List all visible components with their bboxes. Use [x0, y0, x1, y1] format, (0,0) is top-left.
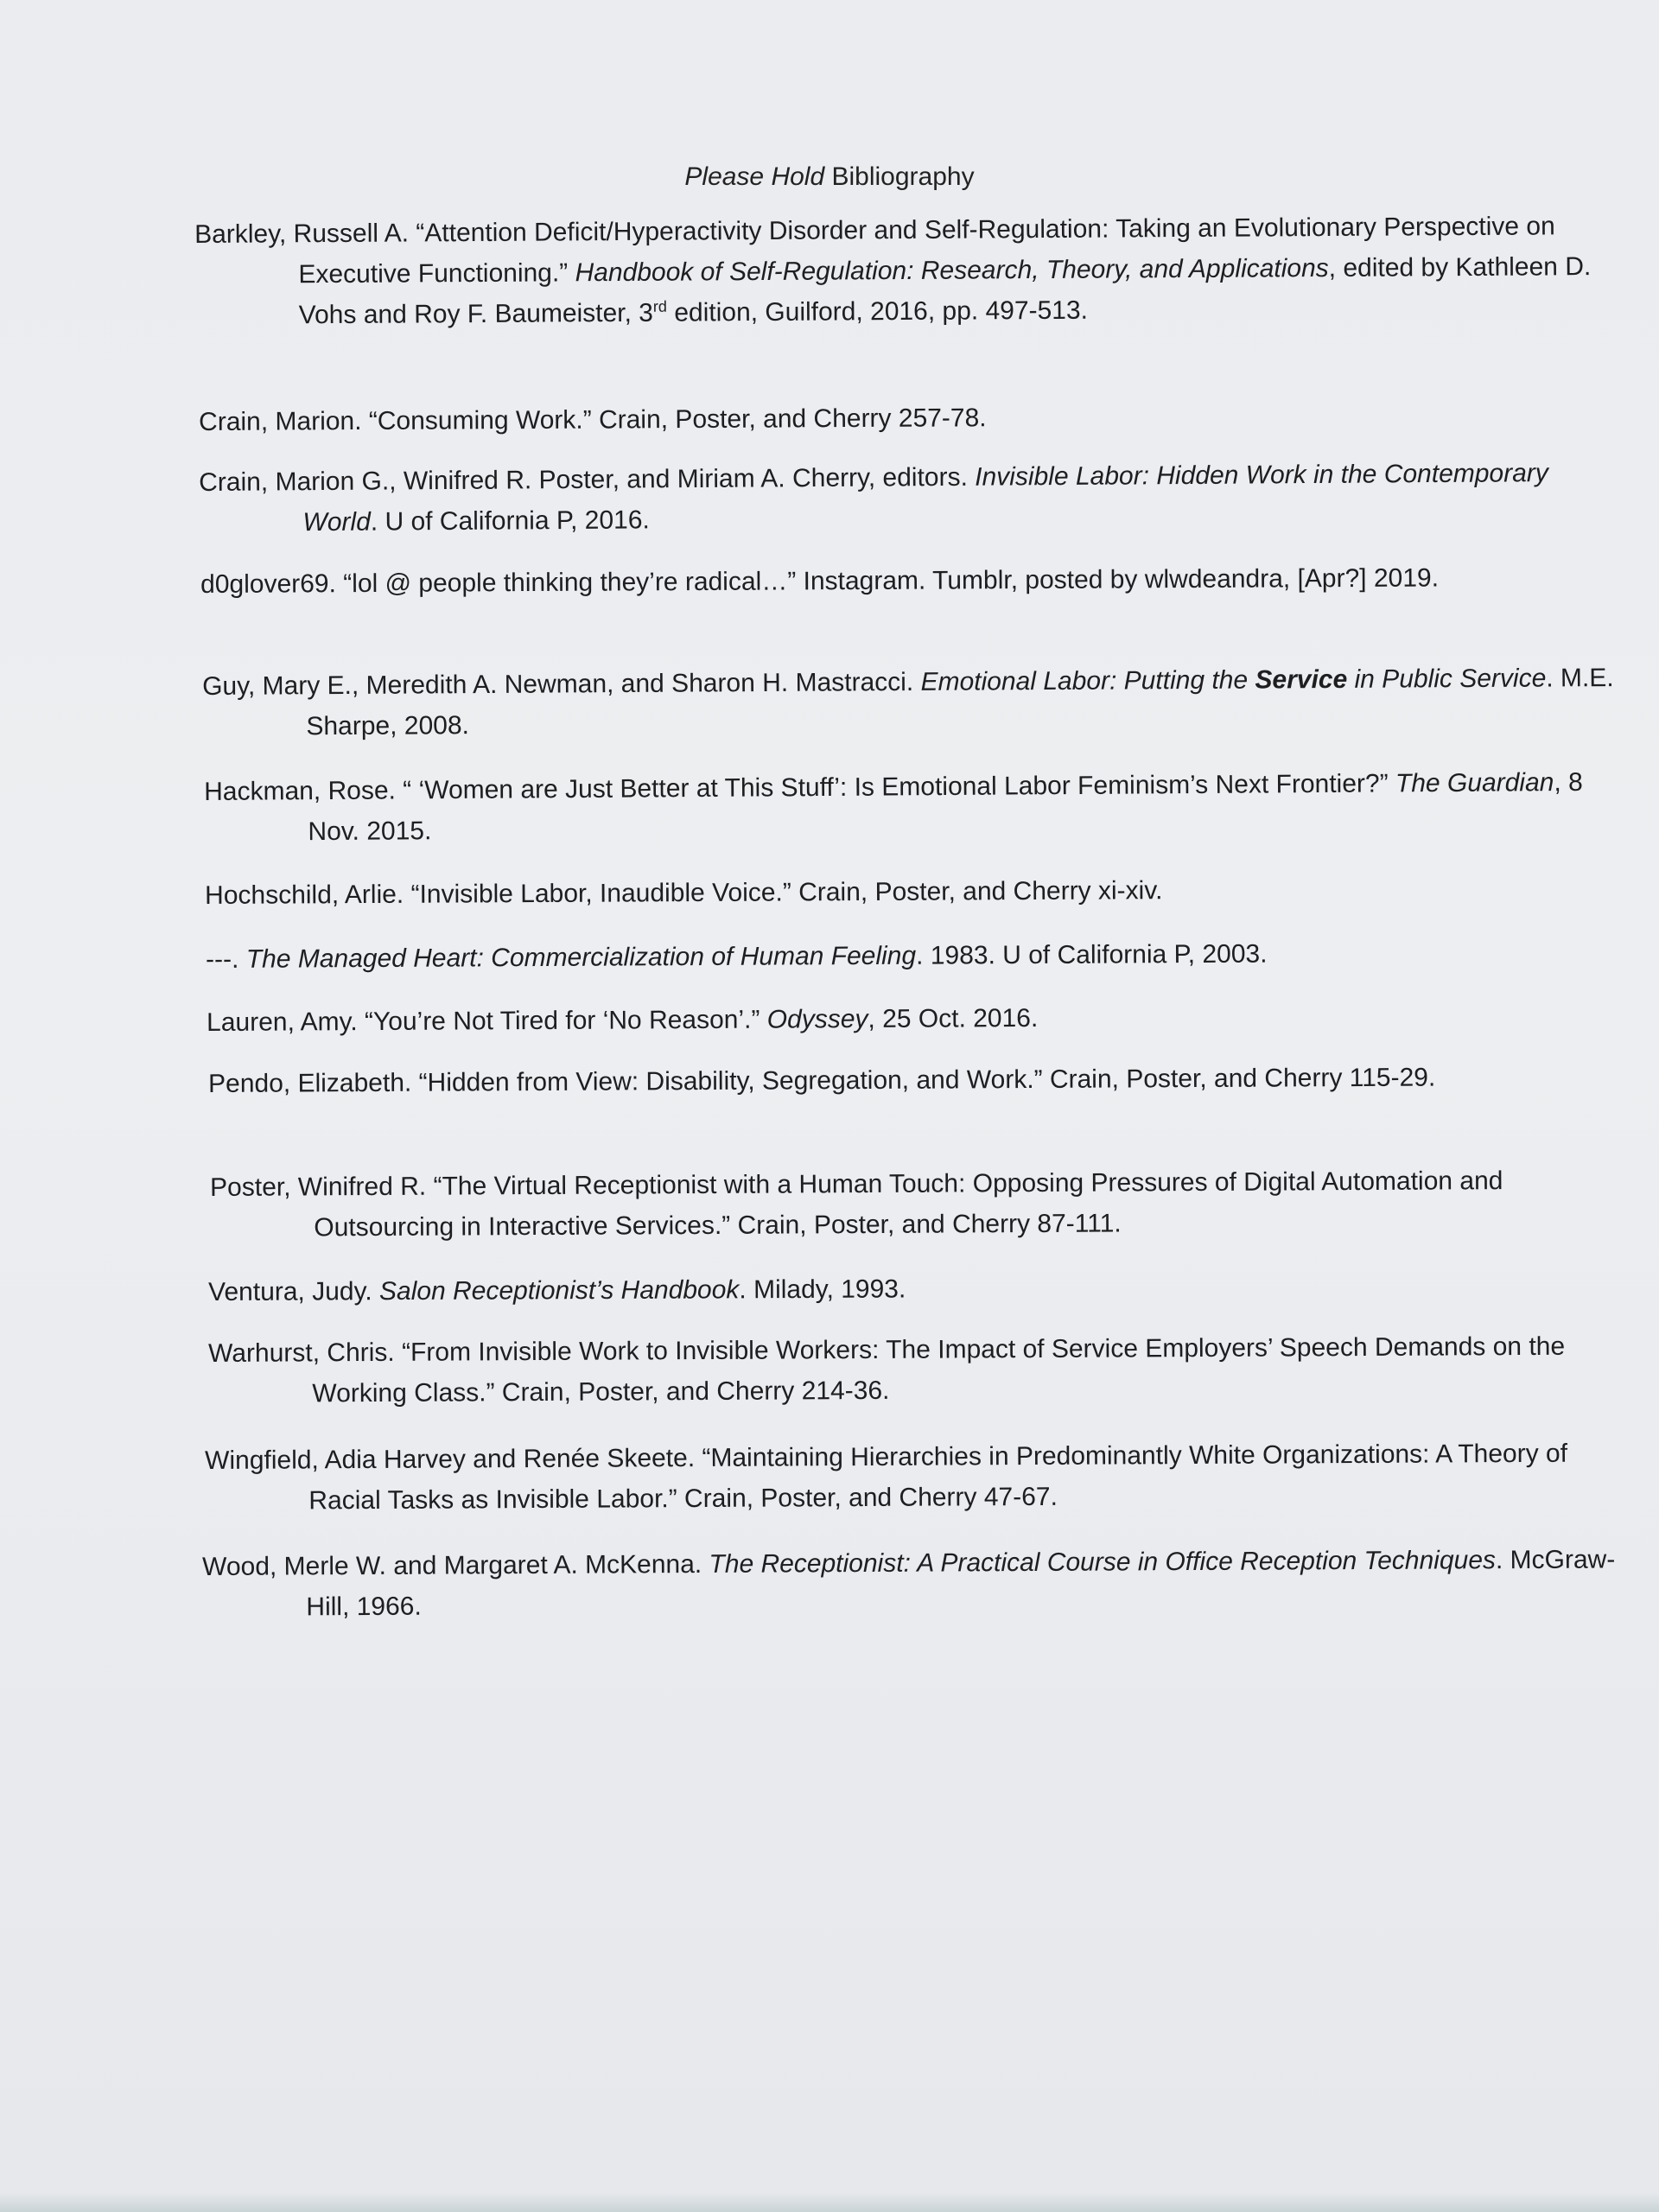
entry-text-part: Guy, Mary E., Meredith A. Newman, and Sharon H. Mastracci. — [202, 667, 921, 701]
entry-text-part: , edited by Kathleen D. Vohs and Roy F. Baumeister, 3 — [298, 252, 1592, 330]
entry-text-part: Crain, Marion G., Winifred R. Poster, and Miriam A. Cherry, editors. — [199, 462, 976, 497]
bib-entry-lauren — [207, 995, 1624, 1043]
entry-text-part: Poster, Winifred R. “The Virtual Receptionist with a Human Touch: Opposing Pressures of Digital Automation and Outsourcing in Interactive Services.” Crain, Poster, and Cherry 87-111. — [210, 1166, 1503, 1243]
entry-text-part: Lauren, Amy. “You’re Not Tired for ‘No Reason’.” — [207, 1005, 767, 1037]
entry-text-part: Emotional Labor: Putting the — [920, 665, 1255, 696]
bib-entry-crain-consuming — [199, 394, 1616, 442]
entry-text-part: rd — [652, 297, 667, 315]
entry-text-part: Hochschild, Arlie. “Invisible Labor, Inaudible Voice.” Crain, Poster, and Cherry xi-xiv. — [205, 876, 1163, 910]
entry-text-part: edition, Guilford, 2016, pp. 497-513. — [666, 296, 1089, 327]
title-rest: Bibliography — [824, 162, 975, 191]
bib-entry-poster — [210, 1160, 1627, 1249]
entry-text-part: Wood, Merle W. and Margaret A. McKenna. — [202, 1549, 709, 1581]
bib-entry-pendo — [208, 1056, 1625, 1104]
entry-text-part: The Guardian — [1395, 768, 1554, 798]
bib-entry-barkley — [194, 206, 1612, 336]
entry-text-part: Wingfield, Adia Harvey and Renée Skeete. “Maintaining Hierarchies in Predominantly White Organizations: A Theory of Racial Tasks as Invisible Labor.” Crain, Poster, and Cherry 47-67. — [205, 1439, 1568, 1516]
bib-entry-guy — [202, 658, 1620, 747]
entry-text-part: Crain, Marion. “Consuming Work.” Crain, Poster, and Cherry 257-78. — [199, 404, 987, 436]
bib-entry-warhurst — [208, 1325, 1625, 1414]
bib-entry-hackman — [204, 762, 1622, 853]
bib-entry-wingfield — [205, 1433, 1622, 1522]
entry-text-part: Ventura, Judy. — [208, 1277, 380, 1306]
entry-text-part: . Milady, 1993. — [739, 1274, 906, 1305]
entry-text-part: Warhurst, Chris. “From Invisible Work to Invisible Workers: The Impact of Service Employers’ Speech Demands on the Working Class.” Crain, Poster, and Cherry 214-36. — [208, 1332, 1566, 1408]
bib-entry-wood — [202, 1539, 1619, 1628]
entry-text-part: Handbook of Self-Regulation: Research, Theory, and Applications — [575, 253, 1329, 288]
entry-text-part: , 8 Nov. 2015. — [308, 767, 1583, 847]
entry-text-part: d0glover69. “lol @ people thinking they’re radical…” Instagram. Tumblr, posted by wlwdeandra, [Apr?] 2019. — [200, 563, 1440, 599]
entry-text-part: Barkley, Russell A. “Attention Deficit/Hyperactivity Disorder and Self-Regulation: Taking an Evolutionary Perspective on Executive Functioning.” — [194, 212, 1555, 289]
bib-entry-ventura — [208, 1266, 1625, 1313]
bib-entry-crain-invisible — [199, 453, 1617, 543]
entry-text-part: . M.E. Sharpe, 2008. — [306, 664, 1614, 741]
entry-text-part: . U of California P, 2016. — [370, 505, 650, 537]
entry-text-part: Service — [1255, 664, 1348, 695]
entry-text-part: . 1983. U of California P, 2003. — [916, 939, 1268, 970]
entry-text-part: The Receptionist: A Practical Course in Office Reception Techniques — [709, 1546, 1497, 1579]
entry-text-part: Pendo, Elizabeth. “Hidden from View: Disability, Segregation, and Work.” Crain, Poster, and Cherry 115-29. — [208, 1063, 1436, 1098]
paper-edge-shadow — [0, 2193, 1659, 2212]
entry-text-part: in Public Service — [1347, 664, 1547, 694]
entry-text-part: . McGraw-Hill, 1966. — [306, 1545, 1616, 1622]
entry-text-part: Invisible Labor: Hidden Work in the Contemporary World — [302, 459, 1548, 537]
entry-text-part: , 25 Oct. 2016. — [868, 1003, 1039, 1033]
entry-text-part: Salon Receptionist’s Handbook — [378, 1275, 740, 1306]
bib-entry-d0glover69 — [200, 556, 1618, 605]
title-italic: Please Hold — [684, 162, 825, 191]
entry-text-part: Odyssey — [766, 1004, 868, 1034]
entry-text-part: ---. — [206, 944, 246, 974]
bib-entry-hochschild-managed — [206, 931, 1623, 980]
bib-entry-hochschild-invisible — [205, 868, 1622, 916]
entry-text-part: The Managed Heart: Commercialization of Human Feeling — [245, 941, 917, 974]
entry-text-part: Hackman, Rose. “ ‘Women are Just Better at This Stuff’: Is Emotional Labor Feminism’s Next Frontier?” — [204, 769, 1396, 806]
